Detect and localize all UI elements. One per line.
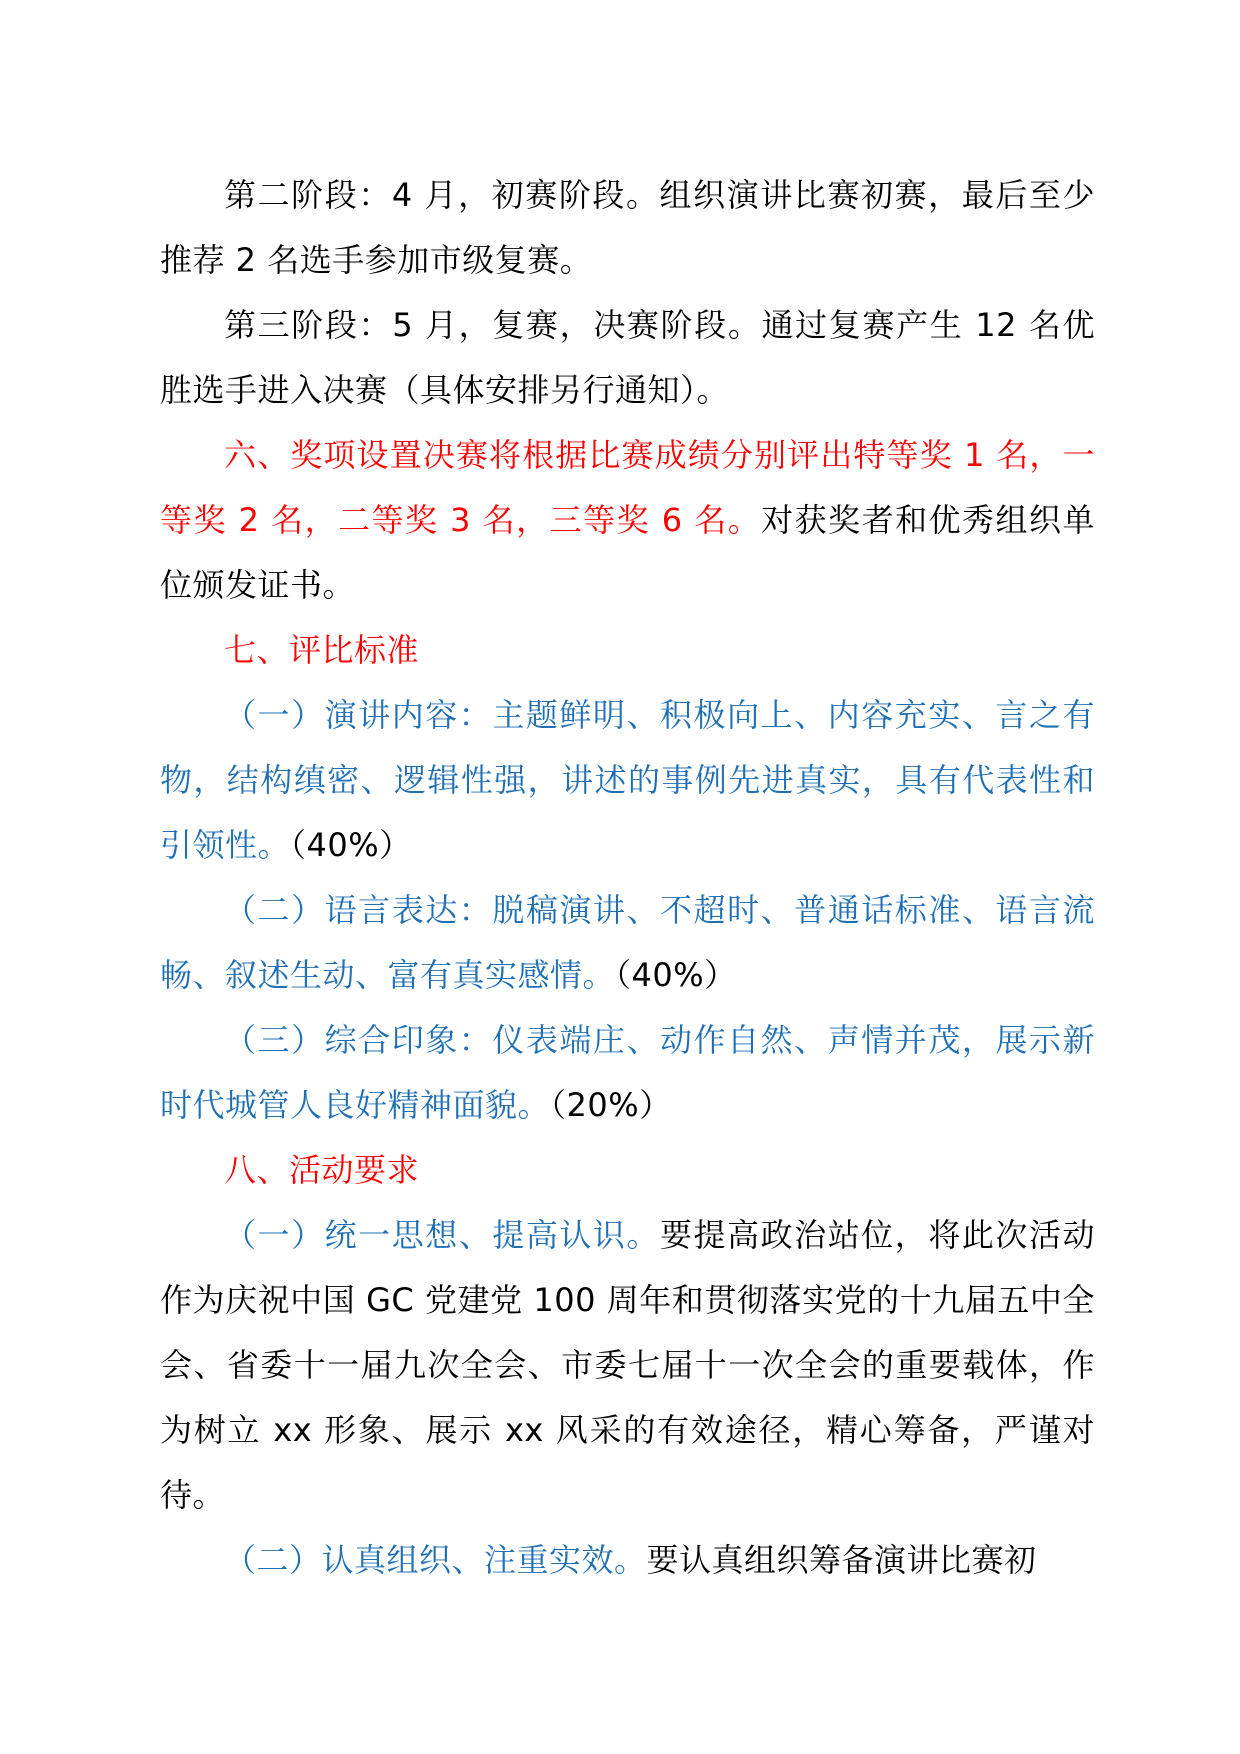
criteria-impression-weight: （20%） — [550, 1086, 672, 1124]
awards-body-text: 对获奖者和优秀组织单位颁发证书。 — [160, 501, 1095, 604]
requirement-two-body: 要认真组织筹备演讲比赛初 — [646, 1541, 1037, 1579]
stage-three-paragraph: 第三阶段：5 月，复赛，决赛阶段。通过复赛产生 12 名优胜选手进入决赛（具体安排另行通知）。 — [160, 306, 1095, 409]
criteria-heading: 七、评比标准 — [224, 631, 420, 669]
awards-heading-text: 六、奖项设置决赛将根据比赛成绩分别评出特等奖 1 名，一等奖 2 名，二等奖 3 名，三等奖 6 名。 — [160, 436, 1095, 539]
criteria-item-language — [160, 878, 1095, 1008]
criteria-content-weight: （40%） — [290, 826, 412, 864]
criteria-item-impression — [160, 1008, 1095, 1138]
requirements-heading: 八、活动要求 — [224, 1151, 420, 1189]
criteria-item-content — [160, 683, 1095, 878]
requirement-item-two — [160, 1528, 1095, 1593]
awards-paragraph — [160, 423, 1095, 618]
criteria-language-weight: （40%） — [615, 956, 737, 994]
requirement-one-title: （一）统一思想、提高认识。 — [224, 1216, 661, 1254]
criteria-content-text: （一）演讲内容：主题鲜明、积极向上、内容充实、言之有物，结构缜密、逻辑性强，讲述的事例先进真实，具有代表性和引领性。 — [160, 696, 1095, 864]
criteria-language-text: （二）语言表达：脱稿演讲、不超时、普通话标准、语言流畅、叙述生动、富有真实感情。 — [160, 891, 1095, 994]
requirement-one-body: 要提高政治站位，将此次活动作为庆祝中国 GC 党建党 100 周年和贯彻落实党的十九届五中全会、省委十一届九次全会、市委七届十一次全会的重要载体，作为树立 xx 形象、展示 xx 风采的有效途径，精心筹备，严谨对待。 — [160, 1216, 1095, 1514]
criteria-impression-text: （三）综合印象：仪表端庄、动作自然、声情并茂，展示新时代城管人良好精神面貌。 — [160, 1021, 1095, 1124]
requirement-two-title: （二）认真组织、注重实效。 — [224, 1541, 647, 1579]
requirement-item-one — [160, 1203, 1095, 1528]
document-page — [160, 163, 1095, 1593]
stage-two-paragraph: 第二阶段：4 月，初赛阶段。组织演讲比赛初赛，最后至少推荐 2 名选手参加市级复赛。 — [160, 176, 1095, 279]
